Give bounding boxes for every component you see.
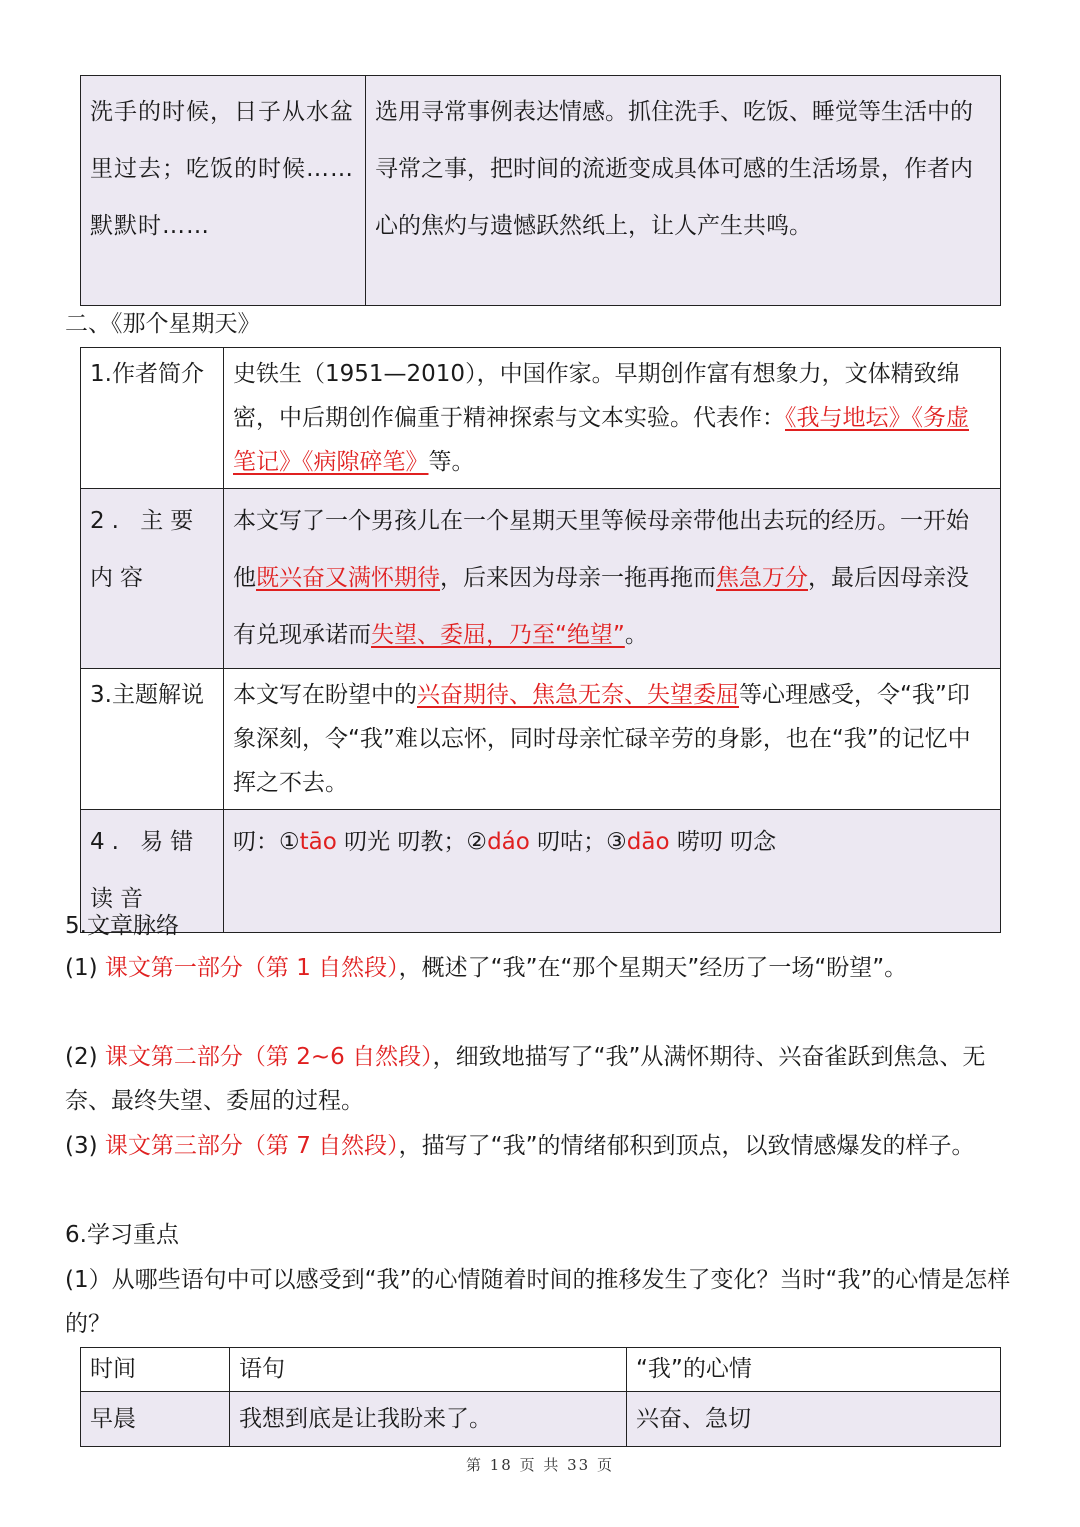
author-text: 史铁生（1951—2010），中国作家。早期创作富有想象力，文体精致绵密，中后期创作偏重于精神探索与文本实验。代表作：《我与地坛》《务虚笔记》《病隙碎笔》等。: [224, 348, 1001, 489]
table-cell: 早晨: [81, 1392, 230, 1447]
continuation-table: [80, 75, 1001, 306]
pron-text: 叨：①tāo 叨光 叨教；②dáo 叨咕；③dāo 唠叨 叨念: [224, 810, 1001, 933]
highlight: 兴奋期待、焦急无奈、失望委屈: [417, 682, 739, 708]
mood-table: [80, 1347, 1001, 1447]
table-row: [81, 669, 1001, 810]
highlight: 失望、委屈，乃至“绝望”: [371, 622, 625, 648]
row-label: 4. 易错读音: [81, 810, 224, 933]
works-highlight: 《我与地坛》《务虚笔记》《病隙碎笔》: [233, 405, 969, 475]
table-cell: 我想到底是让我盼来了。: [230, 1392, 627, 1447]
list-item: (3) 课文第三部分（第 7 自然段），描写了“我”的情绪郁积到顶点，以致情感爆发的样子。: [65, 1133, 975, 1159]
theme-text: 本文写在盼望中的兴奋期待、焦急无奈、失望委屈等心理感受，令“我”印象深刻，令“我”难以忘怀，同时母亲忙碌辛劳的身影，也在“我”的记忆中挥之不去。: [224, 669, 1001, 810]
column-header: 语句: [230, 1348, 627, 1392]
table-row: [81, 1392, 1001, 1447]
pinyin: dáo: [487, 829, 530, 855]
list-item: (2) 课文第二部分（第 2~6 自然段），细致地描写了“我”从满怀期待、兴奋雀跃到焦急、无奈、最终失望、委屈的过程。: [65, 1044, 986, 1114]
table-header-row: [81, 1348, 1001, 1392]
structure-heading: 5.文章脉络: [65, 913, 179, 939]
study-question: (1）从哪些语句中可以感受到“我”的心情随着时间的推移发生了变化？当时“我”的心情是怎样的？: [65, 1267, 1011, 1337]
table-row: [81, 348, 1001, 489]
section-heading: 二、《那个星期天》: [65, 311, 261, 337]
column-header: 时间: [81, 1348, 230, 1392]
pinyin: tāo: [299, 829, 337, 855]
row-label: 2. 主要内容: [81, 489, 224, 669]
pinyin: dāo: [626, 829, 670, 855]
table-cell: 洗手的时候，日子从水盆里过去；吃饭的时候……默默时……: [81, 76, 366, 306]
row-label: 1.作者简介: [81, 348, 224, 489]
page-footer: 第 18 页 共 33 页: [465, 1456, 614, 1474]
column-header: “我”的心情: [627, 1348, 1001, 1392]
table-row: [81, 489, 1001, 669]
content-text: 本文写了一个男孩儿在一个星期天里等候母亲带他出去玩的经历。一开始他既兴奋又满怀期待，后来因为母亲一拖再拖而焦急万分，最后因母亲没有兑现承诺而失望、委屈，乃至“绝望”。: [224, 489, 1001, 669]
row-label: 3.主题解说: [81, 669, 224, 810]
list-item: (1) 课文第一部分（第 1 自然段），概述了“我”在“那个星期天”经历了一场“盼望”。: [65, 955, 908, 981]
table-cell: 兴奋、急切: [627, 1392, 1001, 1447]
table-row: [81, 76, 1001, 306]
highlight: 既兴奋又满怀期待: [256, 565, 440, 591]
table-cell: 选用寻常事例表达情感。抓住洗手、吃饭、睡觉等生活中的寻常之事，把时间的流逝变成具体可感的生活场景，作者内心的焦灼与遗憾跃然纸上，让人产生共鸣。: [366, 76, 1001, 306]
highlight: 焦急万分: [716, 565, 808, 591]
info-table: [80, 347, 1001, 933]
study-heading: 6.学习重点: [65, 1222, 179, 1248]
